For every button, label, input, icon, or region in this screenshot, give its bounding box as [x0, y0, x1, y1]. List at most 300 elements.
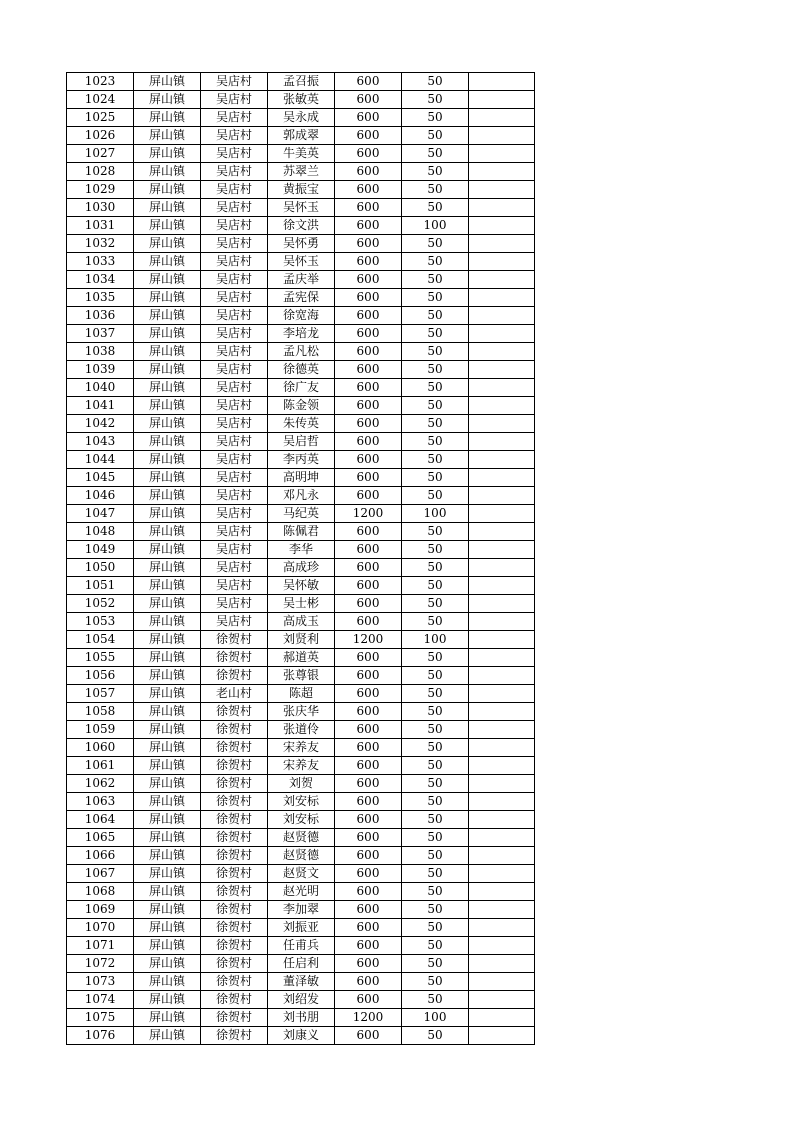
- value-cell: 50: [402, 685, 469, 703]
- town-cell: 屏山镇: [134, 451, 201, 469]
- name-cell: 郝道英: [268, 649, 335, 667]
- value-cell: 50: [402, 235, 469, 253]
- row-number-cell: 1030: [67, 199, 134, 217]
- name-cell: 李丙英: [268, 451, 335, 469]
- row-number-cell: 1066: [67, 847, 134, 865]
- remark-cell: [469, 613, 535, 631]
- table-row: [67, 937, 535, 955]
- town-cell: 屏山镇: [134, 811, 201, 829]
- remark-cell: [469, 757, 535, 775]
- name-cell: 董泽敏: [268, 973, 335, 991]
- value-cell: 50: [402, 541, 469, 559]
- village-cell: 徐贺村: [201, 739, 268, 757]
- town-cell: 屏山镇: [134, 487, 201, 505]
- table-row: [67, 541, 535, 559]
- amount-cell: 600: [335, 973, 402, 991]
- row-number-cell: 1036: [67, 307, 134, 325]
- value-cell: 50: [402, 901, 469, 919]
- name-cell: 吴怀玉: [268, 253, 335, 271]
- amount-cell: 600: [335, 577, 402, 595]
- table-row: [67, 379, 535, 397]
- value-cell: 50: [402, 163, 469, 181]
- name-cell: 陈佩君: [268, 523, 335, 541]
- name-cell: 高成玉: [268, 613, 335, 631]
- amount-cell: 600: [335, 865, 402, 883]
- town-cell: 屏山镇: [134, 253, 201, 271]
- table-row: [67, 757, 535, 775]
- amount-cell: 600: [335, 703, 402, 721]
- remark-cell: [469, 829, 535, 847]
- town-cell: 屏山镇: [134, 991, 201, 1009]
- amount-cell: 600: [335, 361, 402, 379]
- amount-cell: 600: [335, 757, 402, 775]
- remark-cell: [469, 523, 535, 541]
- village-cell: 吴店村: [201, 379, 268, 397]
- row-number-cell: 1050: [67, 559, 134, 577]
- village-cell: 徐贺村: [201, 793, 268, 811]
- value-cell: 50: [402, 829, 469, 847]
- town-cell: 屏山镇: [134, 163, 201, 181]
- value-cell: 50: [402, 181, 469, 199]
- row-number-cell: 1072: [67, 955, 134, 973]
- amount-cell: 600: [335, 415, 402, 433]
- row-number-cell: 1039: [67, 361, 134, 379]
- row-number-cell: 1028: [67, 163, 134, 181]
- remark-cell: [469, 397, 535, 415]
- name-cell: 刘康义: [268, 1027, 335, 1045]
- row-number-cell: 1067: [67, 865, 134, 883]
- town-cell: 屏山镇: [134, 901, 201, 919]
- value-cell: 50: [402, 433, 469, 451]
- name-cell: 吴怀玉: [268, 199, 335, 217]
- table-row: [67, 721, 535, 739]
- remark-cell: [469, 163, 535, 181]
- town-cell: 屏山镇: [134, 181, 201, 199]
- town-cell: 屏山镇: [134, 703, 201, 721]
- name-cell: 朱传英: [268, 415, 335, 433]
- table-row: [67, 883, 535, 901]
- village-cell: 吴店村: [201, 505, 268, 523]
- town-cell: 屏山镇: [134, 271, 201, 289]
- row-number-cell: 1052: [67, 595, 134, 613]
- table-row: [67, 91, 535, 109]
- amount-cell: 600: [335, 271, 402, 289]
- village-cell: 吴店村: [201, 145, 268, 163]
- amount-cell: 600: [335, 847, 402, 865]
- village-cell: 徐贺村: [201, 721, 268, 739]
- table-row: [67, 577, 535, 595]
- row-number-cell: 1040: [67, 379, 134, 397]
- village-cell: 吴店村: [201, 271, 268, 289]
- row-number-cell: 1042: [67, 415, 134, 433]
- town-cell: 屏山镇: [134, 91, 201, 109]
- value-cell: 50: [402, 721, 469, 739]
- table-row: [67, 127, 535, 145]
- amount-cell: 600: [335, 487, 402, 505]
- village-cell: 吴店村: [201, 235, 268, 253]
- value-cell: 50: [402, 883, 469, 901]
- row-number-cell: 1043: [67, 433, 134, 451]
- table-row: [67, 235, 535, 253]
- town-cell: 屏山镇: [134, 325, 201, 343]
- name-cell: 张尊银: [268, 667, 335, 685]
- table-row: [67, 181, 535, 199]
- table-row: [67, 199, 535, 217]
- village-cell: 徐贺村: [201, 757, 268, 775]
- village-cell: 吴店村: [201, 595, 268, 613]
- village-cell: 徐贺村: [201, 703, 268, 721]
- row-number-cell: 1025: [67, 109, 134, 127]
- row-number-cell: 1056: [67, 667, 134, 685]
- name-cell: 孟宪保: [268, 289, 335, 307]
- value-cell: 50: [402, 253, 469, 271]
- table-row: [67, 667, 535, 685]
- table-row: [67, 901, 535, 919]
- remark-cell: [469, 883, 535, 901]
- village-cell: 徐贺村: [201, 649, 268, 667]
- town-cell: 屏山镇: [134, 865, 201, 883]
- remark-cell: [469, 307, 535, 325]
- value-cell: 50: [402, 415, 469, 433]
- value-cell: 100: [402, 1009, 469, 1027]
- name-cell: 任启利: [268, 955, 335, 973]
- village-cell: 徐贺村: [201, 919, 268, 937]
- value-cell: 50: [402, 955, 469, 973]
- value-cell: 50: [402, 397, 469, 415]
- amount-cell: 600: [335, 145, 402, 163]
- village-cell: 吴店村: [201, 109, 268, 127]
- value-cell: 50: [402, 613, 469, 631]
- table-row: [67, 595, 535, 613]
- amount-cell: 600: [335, 937, 402, 955]
- town-cell: 屏山镇: [134, 289, 201, 307]
- town-cell: 屏山镇: [134, 883, 201, 901]
- village-cell: 徐贺村: [201, 631, 268, 649]
- amount-cell: 600: [335, 559, 402, 577]
- table-row: [67, 793, 535, 811]
- town-cell: 屏山镇: [134, 1027, 201, 1045]
- town-cell: 屏山镇: [134, 109, 201, 127]
- row-number-cell: 1065: [67, 829, 134, 847]
- row-number-cell: 1031: [67, 217, 134, 235]
- table-row: [67, 109, 535, 127]
- village-cell: 徐贺村: [201, 955, 268, 973]
- amount-cell: 600: [335, 541, 402, 559]
- remark-cell: [469, 505, 535, 523]
- table-row: [67, 559, 535, 577]
- table-row: [67, 451, 535, 469]
- amount-cell: 600: [335, 793, 402, 811]
- row-number-cell: 1075: [67, 1009, 134, 1027]
- table-row: [67, 361, 535, 379]
- spreadsheet-table: [66, 72, 535, 1045]
- remark-cell: [469, 703, 535, 721]
- table-row: [67, 649, 535, 667]
- remark-cell: [469, 325, 535, 343]
- amount-cell: 600: [335, 235, 402, 253]
- name-cell: 任甫兵: [268, 937, 335, 955]
- value-cell: 50: [402, 199, 469, 217]
- remark-cell: [469, 721, 535, 739]
- village-cell: 徐贺村: [201, 937, 268, 955]
- amount-cell: 1200: [335, 505, 402, 523]
- town-cell: 屏山镇: [134, 361, 201, 379]
- table-row: [67, 919, 535, 937]
- amount-cell: 600: [335, 721, 402, 739]
- amount-cell: 600: [335, 325, 402, 343]
- value-cell: 50: [402, 91, 469, 109]
- remark-cell: [469, 145, 535, 163]
- value-cell: 50: [402, 919, 469, 937]
- town-cell: 屏山镇: [134, 217, 201, 235]
- town-cell: 屏山镇: [134, 199, 201, 217]
- name-cell: 高明坤: [268, 469, 335, 487]
- name-cell: 高成珍: [268, 559, 335, 577]
- name-cell: 邓凡永: [268, 487, 335, 505]
- row-number-cell: 1046: [67, 487, 134, 505]
- row-number-cell: 1053: [67, 613, 134, 631]
- amount-cell: 1200: [335, 1009, 402, 1027]
- village-cell: 吴店村: [201, 487, 268, 505]
- name-cell: 孟庆举: [268, 271, 335, 289]
- table-row: [67, 73, 535, 91]
- amount-cell: 600: [335, 451, 402, 469]
- remark-cell: [469, 433, 535, 451]
- value-cell: 50: [402, 379, 469, 397]
- remark-cell: [469, 649, 535, 667]
- village-cell: 吴店村: [201, 523, 268, 541]
- village-cell: 徐贺村: [201, 829, 268, 847]
- name-cell: 李培龙: [268, 325, 335, 343]
- table-row: [67, 343, 535, 361]
- name-cell: 张道伶: [268, 721, 335, 739]
- remark-cell: [469, 847, 535, 865]
- row-number-cell: 1063: [67, 793, 134, 811]
- amount-cell: 600: [335, 883, 402, 901]
- remark-cell: [469, 253, 535, 271]
- value-cell: 50: [402, 109, 469, 127]
- value-cell: 50: [402, 739, 469, 757]
- village-cell: 吴店村: [201, 163, 268, 181]
- row-number-cell: 1057: [67, 685, 134, 703]
- value-cell: 50: [402, 469, 469, 487]
- row-number-cell: 1035: [67, 289, 134, 307]
- village-cell: 吴店村: [201, 451, 268, 469]
- name-cell: 陈金领: [268, 397, 335, 415]
- remark-cell: [469, 739, 535, 757]
- name-cell: 吴怀敏: [268, 577, 335, 595]
- table-row: [67, 973, 535, 991]
- value-cell: 50: [402, 757, 469, 775]
- village-cell: 吴店村: [201, 253, 268, 271]
- town-cell: 屏山镇: [134, 613, 201, 631]
- amount-cell: 600: [335, 73, 402, 91]
- table-row: [67, 811, 535, 829]
- row-number-cell: 1064: [67, 811, 134, 829]
- value-cell: 50: [402, 1027, 469, 1045]
- row-number-cell: 1061: [67, 757, 134, 775]
- amount-cell: 600: [335, 379, 402, 397]
- name-cell: 吴士彬: [268, 595, 335, 613]
- village-cell: 吴店村: [201, 397, 268, 415]
- row-number-cell: 1032: [67, 235, 134, 253]
- village-cell: 徐贺村: [201, 1027, 268, 1045]
- amount-cell: 600: [335, 253, 402, 271]
- row-number-cell: 1033: [67, 253, 134, 271]
- town-cell: 屏山镇: [134, 505, 201, 523]
- row-number-cell: 1034: [67, 271, 134, 289]
- row-number-cell: 1055: [67, 649, 134, 667]
- town-cell: 屏山镇: [134, 919, 201, 937]
- row-number-cell: 1062: [67, 775, 134, 793]
- name-cell: 李加翠: [268, 901, 335, 919]
- remark-cell: [469, 901, 535, 919]
- remark-cell: [469, 451, 535, 469]
- town-cell: 屏山镇: [134, 469, 201, 487]
- town-cell: 屏山镇: [134, 721, 201, 739]
- village-cell: 吴店村: [201, 217, 268, 235]
- village-cell: 吴店村: [201, 199, 268, 217]
- name-cell: 马纪英: [268, 505, 335, 523]
- table-row: [67, 487, 535, 505]
- town-cell: 屏山镇: [134, 973, 201, 991]
- amount-cell: 600: [335, 469, 402, 487]
- value-cell: 50: [402, 523, 469, 541]
- value-cell: 50: [402, 145, 469, 163]
- value-cell: 50: [402, 289, 469, 307]
- amount-cell: 1200: [335, 631, 402, 649]
- table-row: [67, 847, 535, 865]
- name-cell: 张敏英: [268, 91, 335, 109]
- town-cell: 屏山镇: [134, 595, 201, 613]
- town-cell: 屏山镇: [134, 343, 201, 361]
- value-cell: 50: [402, 451, 469, 469]
- town-cell: 屏山镇: [134, 667, 201, 685]
- amount-cell: 600: [335, 667, 402, 685]
- name-cell: 徐广友: [268, 379, 335, 397]
- name-cell: 宋养友: [268, 757, 335, 775]
- name-cell: 牛美英: [268, 145, 335, 163]
- remark-cell: [469, 109, 535, 127]
- remark-cell: [469, 955, 535, 973]
- value-cell: 100: [402, 631, 469, 649]
- amount-cell: 600: [335, 127, 402, 145]
- village-cell: 徐贺村: [201, 991, 268, 1009]
- name-cell: 刘贤利: [268, 631, 335, 649]
- table-row: [67, 433, 535, 451]
- village-cell: 吴店村: [201, 343, 268, 361]
- town-cell: 屏山镇: [134, 307, 201, 325]
- village-cell: 徐贺村: [201, 883, 268, 901]
- table-row: [67, 775, 535, 793]
- table-row: [67, 397, 535, 415]
- value-cell: 50: [402, 127, 469, 145]
- value-cell: 50: [402, 343, 469, 361]
- remark-cell: [469, 343, 535, 361]
- table-row: [67, 829, 535, 847]
- value-cell: 100: [402, 217, 469, 235]
- amount-cell: 600: [335, 955, 402, 973]
- value-cell: 100: [402, 505, 469, 523]
- remark-cell: [469, 667, 535, 685]
- town-cell: 屏山镇: [134, 685, 201, 703]
- remark-cell: [469, 73, 535, 91]
- village-cell: 老山村: [201, 685, 268, 703]
- remark-cell: [469, 811, 535, 829]
- town-cell: 屏山镇: [134, 847, 201, 865]
- row-number-cell: 1069: [67, 901, 134, 919]
- row-number-cell: 1074: [67, 991, 134, 1009]
- remark-cell: [469, 199, 535, 217]
- remark-cell: [469, 271, 535, 289]
- row-number-cell: 1048: [67, 523, 134, 541]
- village-cell: 吴店村: [201, 361, 268, 379]
- amount-cell: 600: [335, 919, 402, 937]
- town-cell: 屏山镇: [134, 577, 201, 595]
- remark-cell: [469, 289, 535, 307]
- row-number-cell: 1045: [67, 469, 134, 487]
- village-cell: 吴店村: [201, 559, 268, 577]
- value-cell: 50: [402, 991, 469, 1009]
- value-cell: 50: [402, 559, 469, 577]
- town-cell: 屏山镇: [134, 415, 201, 433]
- row-number-cell: 1054: [67, 631, 134, 649]
- amount-cell: 600: [335, 595, 402, 613]
- village-cell: 吴店村: [201, 289, 268, 307]
- town-cell: 屏山镇: [134, 379, 201, 397]
- remark-cell: [469, 541, 535, 559]
- row-number-cell: 1023: [67, 73, 134, 91]
- row-number-cell: 1058: [67, 703, 134, 721]
- row-number-cell: 1076: [67, 1027, 134, 1045]
- village-cell: 徐贺村: [201, 847, 268, 865]
- table-row: [67, 523, 535, 541]
- remark-cell: [469, 631, 535, 649]
- name-cell: 陈超: [268, 685, 335, 703]
- remark-cell: [469, 559, 535, 577]
- table-row: [67, 703, 535, 721]
- village-cell: 吴店村: [201, 91, 268, 109]
- name-cell: 黄振宝: [268, 181, 335, 199]
- name-cell: 郭成翠: [268, 127, 335, 145]
- row-number-cell: 1059: [67, 721, 134, 739]
- remark-cell: [469, 991, 535, 1009]
- name-cell: 赵贤德: [268, 829, 335, 847]
- name-cell: 徐文洪: [268, 217, 335, 235]
- amount-cell: 600: [335, 1027, 402, 1045]
- amount-cell: 600: [335, 685, 402, 703]
- table-body: [67, 73, 535, 1045]
- row-number-cell: 1073: [67, 973, 134, 991]
- value-cell: 50: [402, 865, 469, 883]
- value-cell: 50: [402, 649, 469, 667]
- remark-cell: [469, 775, 535, 793]
- remark-cell: [469, 1027, 535, 1045]
- name-cell: 刘贺: [268, 775, 335, 793]
- town-cell: 屏山镇: [134, 433, 201, 451]
- table-row: [67, 289, 535, 307]
- town-cell: 屏山镇: [134, 235, 201, 253]
- town-cell: 屏山镇: [134, 757, 201, 775]
- remark-cell: [469, 379, 535, 397]
- table-row: [67, 991, 535, 1009]
- row-number-cell: 1044: [67, 451, 134, 469]
- village-cell: 吴店村: [201, 73, 268, 91]
- amount-cell: 600: [335, 775, 402, 793]
- row-number-cell: 1024: [67, 91, 134, 109]
- town-cell: 屏山镇: [134, 397, 201, 415]
- row-number-cell: 1049: [67, 541, 134, 559]
